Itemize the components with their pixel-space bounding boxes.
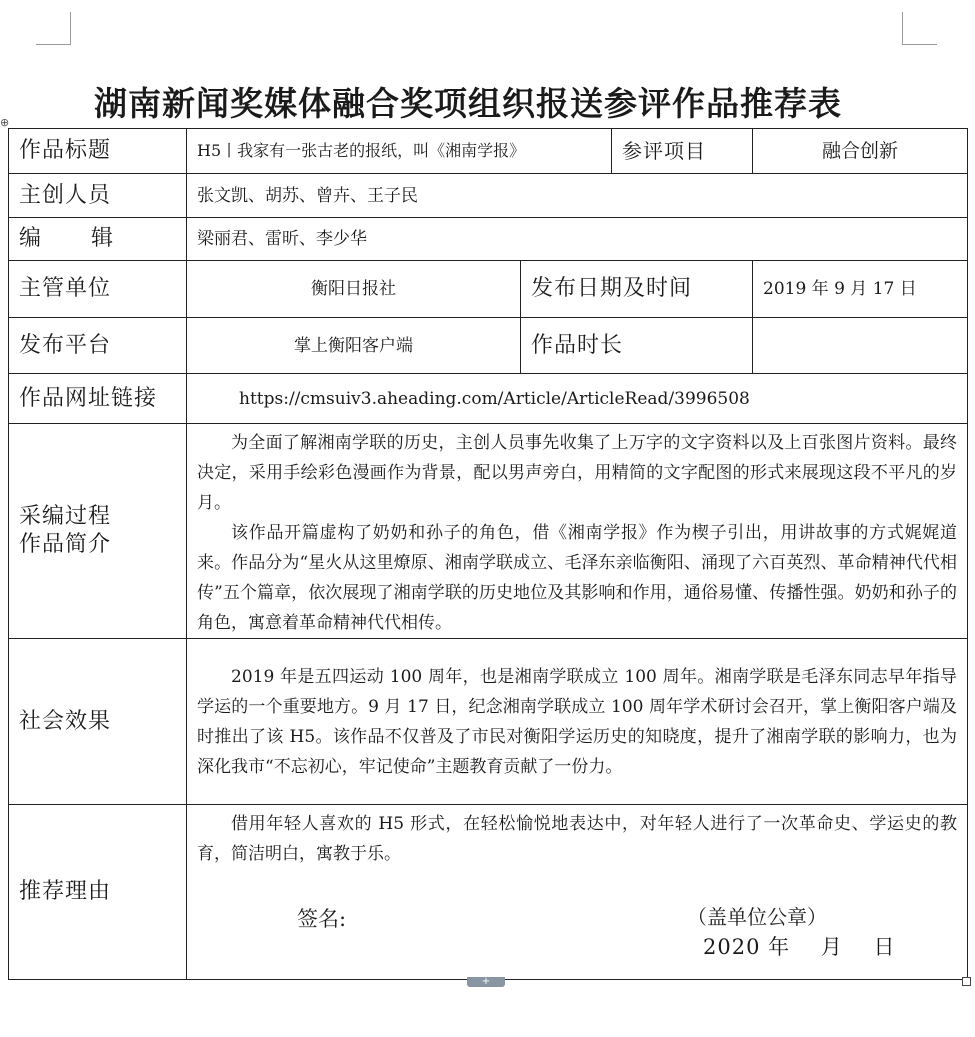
- social-content: [187, 639, 968, 805]
- duration-label: 作品时长: [521, 318, 753, 374]
- platform-label: 发布平台: [9, 318, 187, 374]
- supervisor-value: 衡阳日报社: [187, 261, 521, 318]
- row-reason: [9, 805, 968, 980]
- creators-value: 张文凯、胡苏、曾卉、王子民: [187, 174, 968, 218]
- editors-value: 梁丽君、雷昕、李少华: [187, 218, 968, 261]
- social-paragraph: 2019 年是五四运动 100 周年，也是湘南学联成立 100 周年。湘南学联是毛泽东同志早年指导学运的一个重要地方。9 月 17 日，纪念湘南学联成立 100 周年学术研讨会召开，掌上衡阳客户端及时推出了该 H5。该作品不仅普及了市民对衡阳学运历史的知晓度，提升了湘南学联的影响力，也为深化我市“不忘初心，牢记使命”主题教育贡献了一份力。: [197, 666, 958, 777]
- url-value: https://cmsuiv3.aheading.com/Article/ArticleRead/3996508: [187, 374, 968, 424]
- publish-date-value: 2019 年 9 月 17 日: [753, 261, 968, 318]
- document-title: 湖南新闻奖媒体融合奖项组织报送参评作品推荐表: [94, 84, 842, 123]
- editors-label: [9, 218, 187, 261]
- intro-label-line2: 作品简介: [19, 532, 112, 557]
- category-label: 参评项目: [612, 129, 753, 174]
- creators-label: 主创人员: [9, 174, 187, 218]
- work-title-label: 作品标题: [9, 129, 187, 174]
- signature-label: 签名:: [297, 907, 347, 931]
- platform-value: 掌上衡阳客户端: [187, 318, 521, 374]
- row-creators: [9, 174, 968, 218]
- crop-mark-top-left: [36, 12, 71, 45]
- seal-label: （盖单位公章）: [687, 905, 827, 929]
- intro-paragraph-1: 为全面了解湘南学联的历史，主创人员事先收集了上万字的文字资料以及上百张图片资料。最终决定，采用手绘彩色漫画作为背景，配以男声旁白，用精简的文字配图的形式来展现这段不平凡的岁月。: [197, 433, 958, 513]
- intro-label: [9, 424, 187, 639]
- intro-label-line1: 采编过程: [19, 504, 112, 529]
- editors-label-right: 辑: [91, 226, 114, 251]
- reason-paragraph: 借用年轻人喜欢的 H5 形式，在轻松愉悦地表达中，对年轻人进行了一次革命史、学运史的教育，简洁明白，寓教于乐。: [197, 814, 958, 864]
- row-platform: [9, 318, 968, 374]
- category-value: 融合创新: [753, 129, 968, 174]
- url-label: 作品网址链接: [9, 374, 187, 424]
- row-editors: [9, 218, 968, 261]
- reason-label: 推荐理由: [9, 805, 187, 980]
- row-work-title: [9, 129, 968, 174]
- publish-date-label: 发布日期及时间: [521, 261, 753, 318]
- add-row-tab-icon[interactable]: +: [467, 977, 505, 987]
- work-title-value: H5丨我家有一张古老的报纸，叫《湘南学报》: [187, 129, 612, 174]
- social-label: 社会效果: [9, 639, 187, 805]
- editors-label-left: 编: [19, 226, 42, 251]
- row-url: [9, 374, 968, 424]
- sign-date: 2020 年 月 日: [703, 935, 896, 959]
- table-move-handle-icon[interactable]: ⊕: [0, 116, 10, 129]
- intro-paragraph-2: 该作品开篇虚构了奶奶和孙子的角色，借《湘南学报》作为楔子引出，用讲故事的方式娓娓道来。作品分为“星火从这里燎原、湘南学联成立、毛泽东亲临衡阳、涌现了六百英烈、革命精神代代相传”五个篇章，依次展现了湘南学联的历史地位及其影响和作用，通俗易懂、传播性强。奶奶和孙子的角色，寓意着革命精神代代相传。: [197, 523, 958, 633]
- row-social: [9, 639, 968, 805]
- row-supervisor: [9, 261, 968, 318]
- crop-mark-top-right: [902, 12, 937, 45]
- row-intro: [9, 424, 968, 639]
- duration-value: [753, 318, 968, 374]
- reason-content: [187, 805, 968, 980]
- recommendation-form-table: [8, 128, 968, 980]
- table-resize-handle-icon[interactable]: [962, 972, 972, 982]
- intro-content: [187, 424, 968, 639]
- supervisor-label: 主管单位: [9, 261, 187, 318]
